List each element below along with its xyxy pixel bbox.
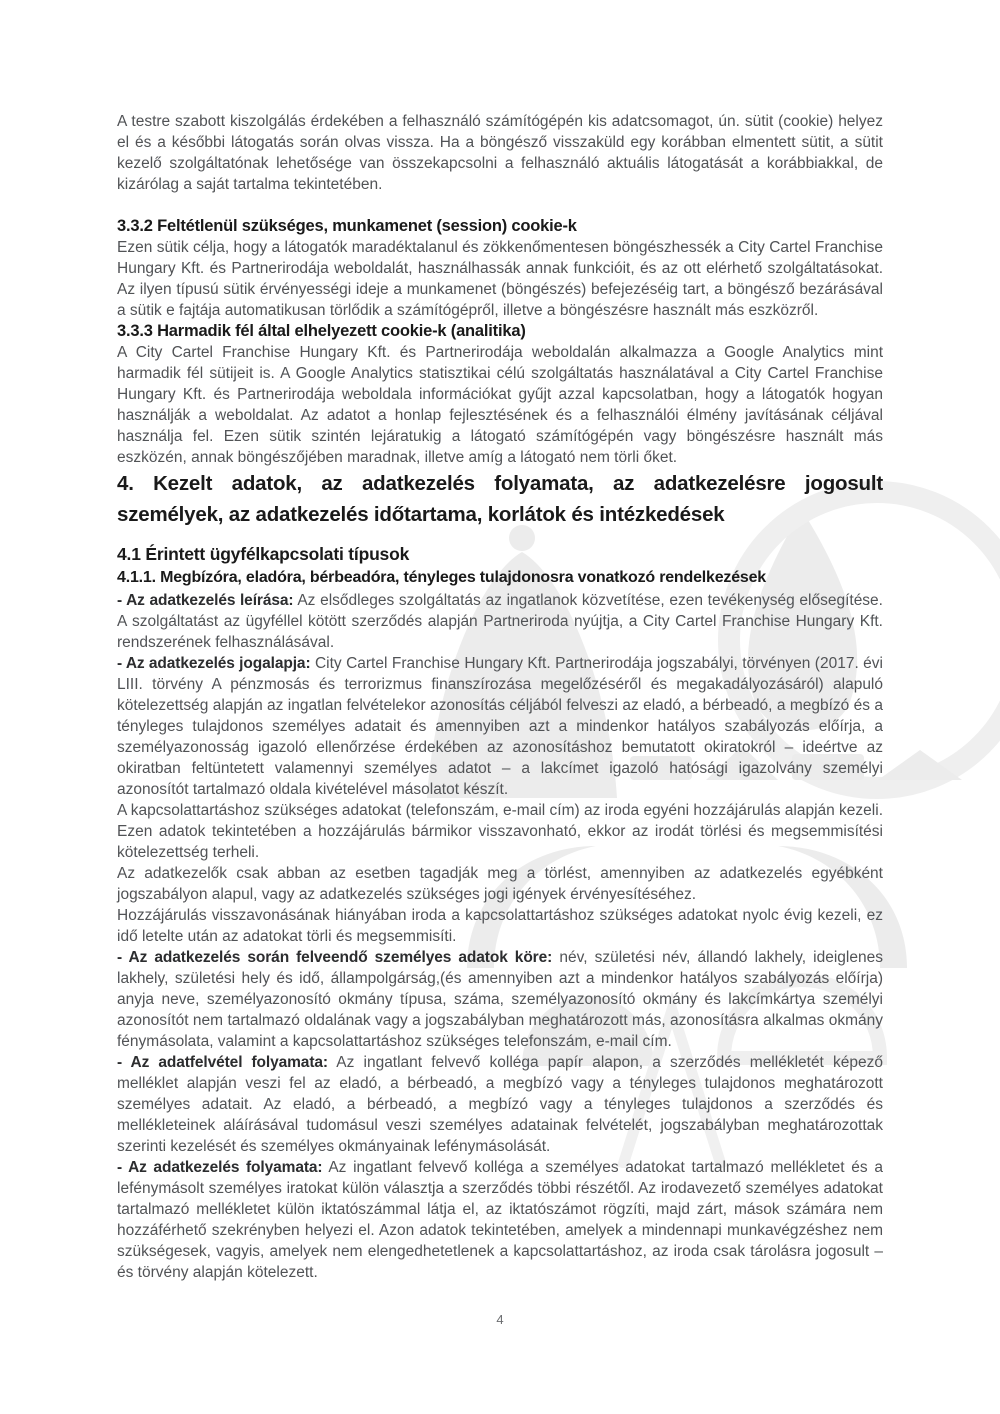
heading-section-4 [117,468,883,530]
heading-3-3-2: 3.3.2 Feltétlenül szükséges, munkamenet (session) cookie-k [117,217,577,235]
paragraph-adatfelvetel-folyamata [117,1052,883,1157]
paragraph-text: Az ingatlant felvevő kolléga papír alapon, a szerződés mellékletét képező melléklet alapján veszi fel az eladó, a bérbeadó, a megbízó vagy a tényleges tulajdonos meghatározott személyes adatait. Az eladó, a bérbeadó, a megbízó vagy a tényleges tulajdonos a szerződés és mellékleteinek aláírásával tudomásul veszi személyes adatainak felvételét, jogszabályban meghatározottak szerinti kezelését és személyes okmányainak lefénymásolását. [117,1054,883,1155]
paragraph-lead: - Az adatfelvétel folyamata: [117,1054,328,1071]
paragraph-lead: - Az adatkezelés leírása: [117,592,294,609]
paragraph-text: név, születési név, állandó lakhely, ideiglenes lakhely, születési hely és idő, állampolgárság,(és amennyiben azt a mindenkor hatályos szabályozás előírja) anyja neve, személyazonosító okmány típusa, száma, személyazonosító okmány és lakcímkártya személyi azonosítót nem tartalmazó oldalának vagy a jogszabályban meghatározott más, azonosításra alkalmas okmány fénymásolata, valamint a kapcsolattartáshoz szükséges telefonszám, e-mail cím. [117,949,883,1050]
paragraph-text: Hozzájárulás visszavonásának hiányában iroda a kapcsolattartáshoz szükséges adatokat nyolc évig kezeli, ez idő letelte után az adatokat törli és megsemmisíti. [117,907,883,945]
paragraph-hozzajarulas-visszavonas [117,905,883,947]
paragraph-text: Az adatkezelők csak abban az esetben tagadják meg a törlést, amennyiben az adatkezelés egyébként jogszabályon alapul, vagy az adatkezelés szükséges jogi igények érvényesítéséhez. [117,865,883,903]
document-body [117,111,883,1283]
paragraph-text: Az ingatlant felvevő kolléga a személyes adatokat tartalmazó mellékletet és a lefénymásolt személyes iratokat külön választja a szerződés többi részétől. Az irodavezető személyes adatokat tartalmazó mellékletet külön iktatószámmal látja el, az iktatószámot rögzíti, majd zárt, mások számára nem hozzáférhető szekrényben helyezi el. Azon adatok tekintetében, amelyek a mindennapi munkavégzéshez nem szükségesek, vagyis, amelyek nem elengedhetetlenek a kapcsolattartáshoz, az iroda csak tárolásra jogosult – és törvény alapján kötelezett. [117,1159,883,1281]
heading-section-4-line2: személyek, az adatkezelés időtartama, korlátok és intézkedések [117,503,725,526]
paragraph-adatkezeles-folyamata [117,1157,883,1283]
paragraph-lead: - Az adatkezelés jogalapja: [117,655,311,672]
paragraph-kapcsolattartas [117,800,883,863]
paragraph-cookie-intro: A testre szabott kiszolgálás érdekében a felhasználó számítógépén kis adatcsomagot, ún. sütit (cookie) helyez el és a későbbi látogatás során olvas vissza. Ha a böngésző visszaküld egy korábban elmentett sütit, a sütit kezelő szolgáltatónak lehetősége van összekapcsolni a felhasználó aktuális látogatását a korábbiakkal, de kizárólag a saját tartalma tekintetében. [117,113,883,193]
heading-3-3-3: 3.3.3 Harmadik fél által elhelyezett cookie-k (analitika) [117,322,526,340]
paragraph-adatkezeles-leirasa [117,590,883,653]
paragraph-lead: - Az adatkezelés során felveendő személyes adatok köre: [117,949,553,966]
paragraph-text: A kapcsolattartáshoz szükséges adatokat (telefonszám, e-mail cím) az iroda egyéni hozzájárulás alapján kezeli. Ezen adatok tekintetében a hozzájárulás bármikor visszavonható, ekkor az irodát törlési és megsemmisítési kötelezettség terheli. [117,802,883,861]
paragraph-3-3-2: Ezen sütik célja, hogy a látogatók maradéktalanul és zökkenőmentesen böngészhessék a City Cartel Franchise Hungary Kft. és Partnerirodája weboldalát, használhassák annak funkcióit, és az ott elérhető szolgáltatásokat. Az ilyen típusú sütik érvényességi ideje a munkamenet (böngészés) befejezéséig tart, a böngésző bezárásával a sütik e fajtája automatikusan törlődik a számítógépről, illetve a böngészésre használt más eszközről. [117,239,883,319]
heading-section-4-line1: 4. Kezelt adatok, az adatkezelés folyamata, az adatkezelésre jogosult [117,472,883,495]
paragraph-3-3-3: A City Cartel Franchise Hungary Kft. és Partnerirodája weboldalán alkalmazza a Google Analytics mint harmadik fél sütijeit is. A Google Analytics statisztikai célú szolgáltatás használatával a City Cartel Franchise Hungary Kft. és Partnerirodája weboldala információkat gyűjt azzal kapcsolatban, hogy a látogatók hogyan használják a weboldalat. Az adatot a honlap fejlesztésének és a felhasználói élmény javításának céljával használja fel. Ezen sütik szintén lejáratukig a látogató számítógépén vagy böngészésre használt más eszközén, annak böngészőjében maradnak, illetve amíg a látogató nem törli őket. [117,344,883,466]
page-number: 4 [496,1312,504,1327]
heading-4-1: 4.1 Érintett ügyfélkapcsolati típusok [117,544,410,564]
paragraph-text: Az elsődleges szolgáltatás az ingatlanok közvetítése, ezen tevékenység elősegítése. A szolgáltatást az ügyféllel kötött szerződés alapján Partneriroda nyújtja, a City Cartel Franchise Hungary Kft. rendszerének felhasználásával. [117,592,883,651]
paragraph-adatkezeles-jogalapja [117,653,883,800]
paragraph-text: City Cartel Franchise Hungary Kft. Partnerirodája jogszabályi, törvényen (2017. évi LIII. törvény A pénzmosás és terrorizmus finanszírozása megelőzéséről és megakadályozásáról) alapuló kötelezettség alapján az ingatlan felvételekor azonosítás céljából felveszi az eladó, a bérbeadó, a megbízó és a tényleges tulajdonos személyes adatait és amennyiben azt a mindenkor hatályos szabályozás előírja, a személyazonosság igazoló ellenőrzése érdekében az azonosításhoz bemutatott okiratokról – ideértve az okiratban feltüntetett valamennyi személyes adatot – a lakcímet igazoló hatósági igazolvány személyi azonosítót tartalmazó oldala kivételével másolatot készít. [117,655,883,798]
paragraph-lead: - Az adatkezelés folyamata: [117,1159,323,1176]
paragraph-adatkezelok-torles [117,863,883,905]
heading-4-1-1: 4.1.1. Megbízóra, eladóra, bérbeadóra, tényleges tulajdonosra vonatkozó rendelkezések [117,569,767,586]
paragraph-szemelyes-adatok-kore [117,947,883,1052]
